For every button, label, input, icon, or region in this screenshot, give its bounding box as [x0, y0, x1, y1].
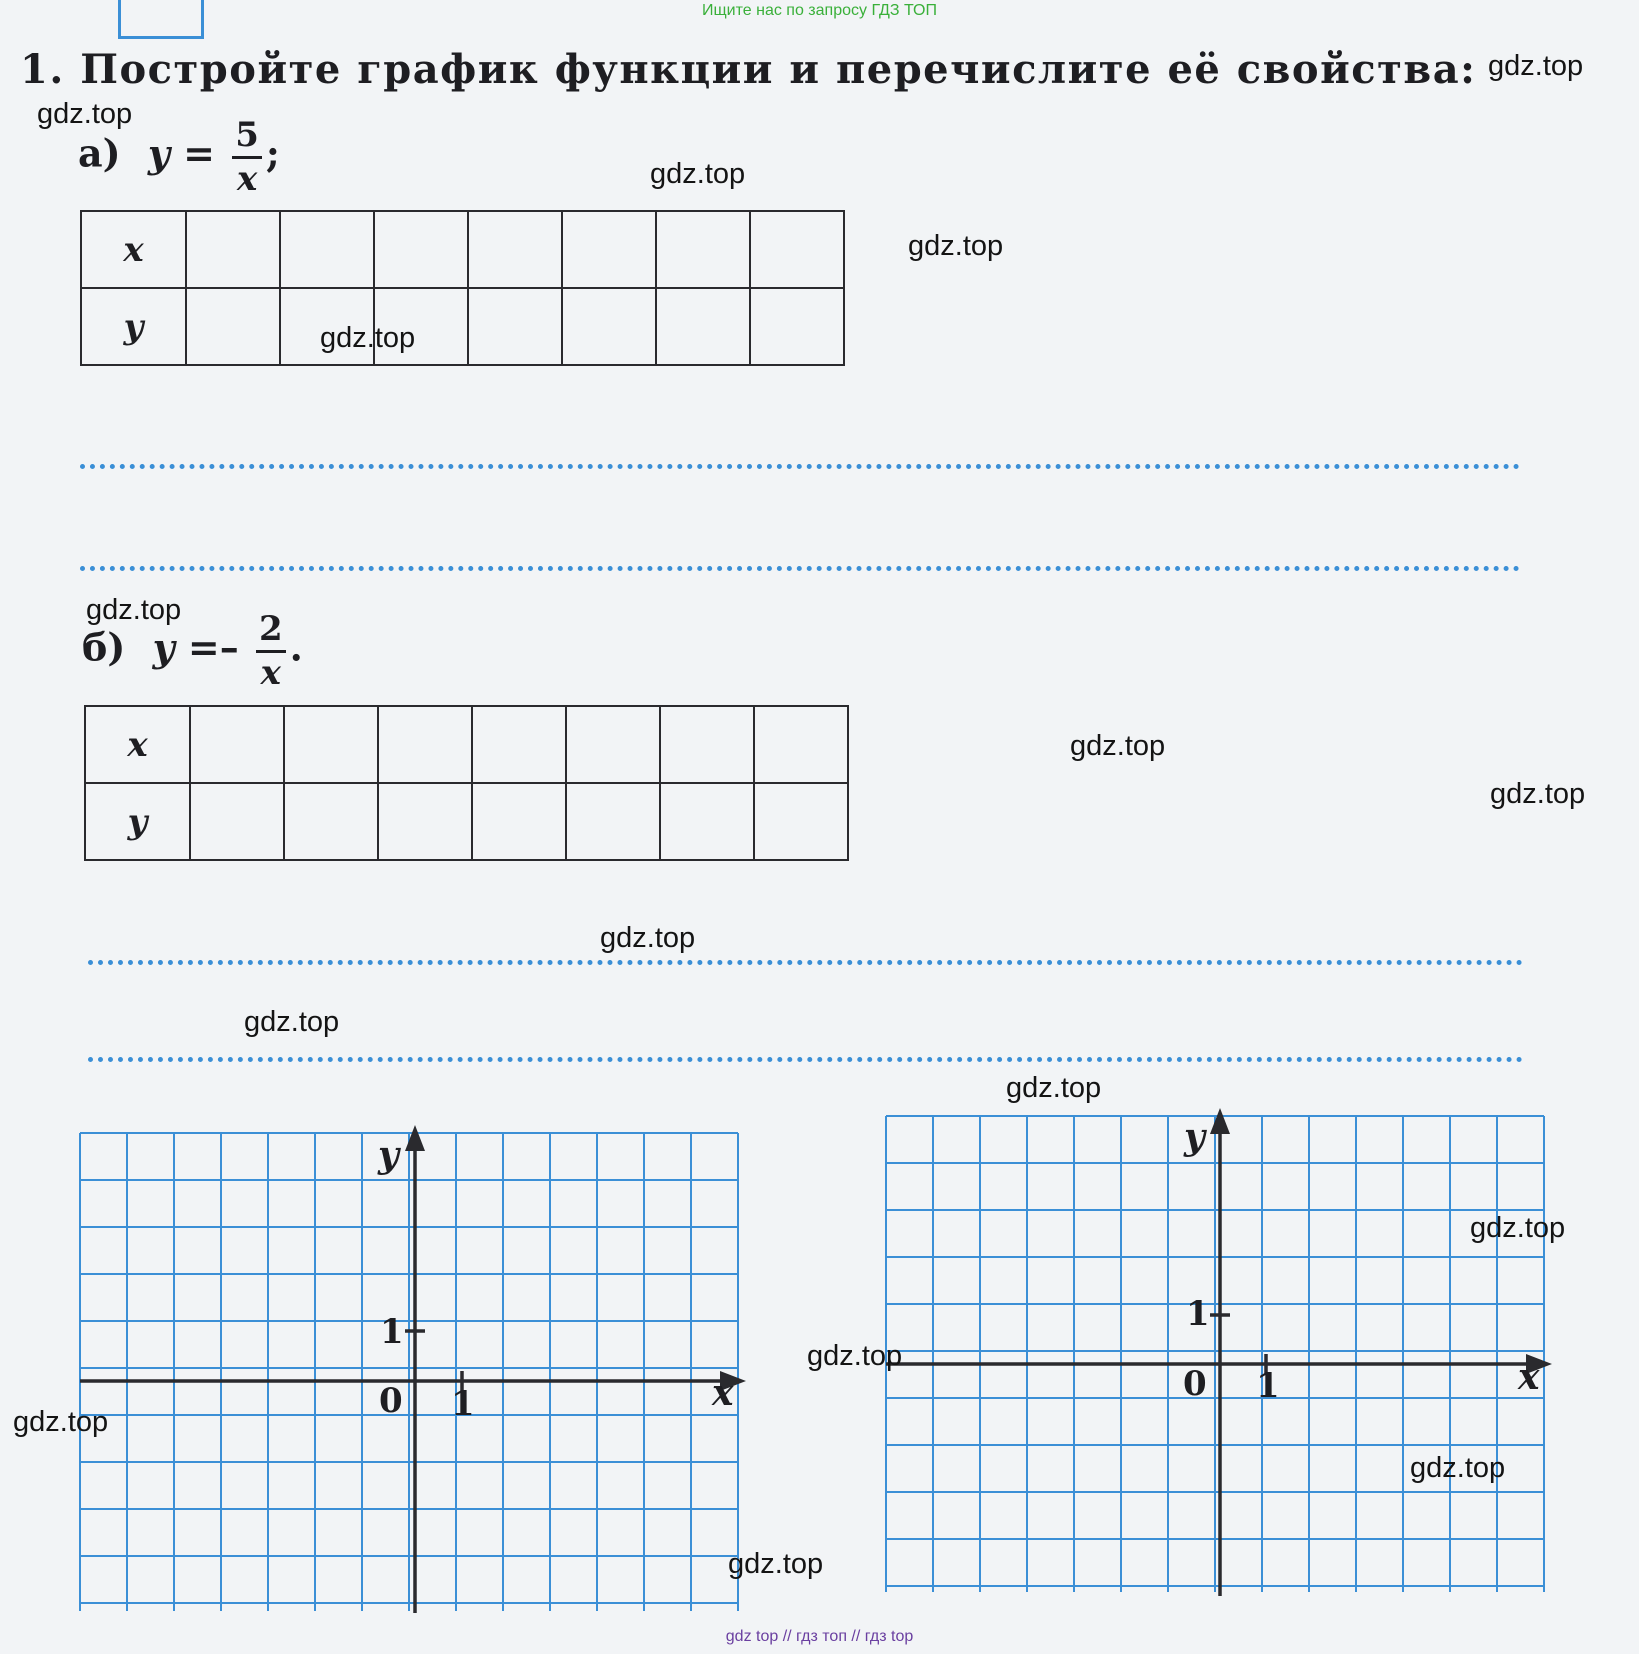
graph-b-x-label: x [1518, 1356, 1540, 1398]
part-a-var: y [147, 130, 170, 176]
part-b-fraction [256, 609, 286, 693]
part-b-var: y [152, 624, 175, 670]
watermark: gdz.top [86, 594, 182, 626]
part-a-eq: = [183, 130, 216, 176]
table-a-x-header: x [81, 211, 186, 288]
graph-b-y-label: y [1184, 1116, 1205, 1158]
y-arrow-icon [1210, 1108, 1230, 1134]
watermark: gdz.top [650, 158, 746, 190]
table-b-row-x [85, 706, 848, 783]
part-a-numerator: 5 [232, 118, 262, 159]
graph-b-origin: 0 [1183, 1364, 1207, 1404]
table-cell[interactable] [660, 783, 754, 860]
graph-b-unit-x: 1 [1256, 1366, 1280, 1406]
table-cell[interactable] [190, 706, 284, 783]
watermark: gdz.top [13, 1406, 109, 1438]
table-cell[interactable] [284, 783, 378, 860]
watermark: gdz.top [1070, 730, 1166, 762]
table-cell[interactable] [378, 783, 472, 860]
table-a-row-x [81, 211, 844, 288]
table-cell[interactable] [468, 288, 562, 365]
graph-a-y-label: y [378, 1134, 399, 1176]
watermark: gdz.top [1490, 778, 1586, 810]
table-cell[interactable] [472, 706, 566, 783]
part-a-end: ; [265, 130, 280, 176]
table-b-x-header: x [85, 706, 190, 783]
part-b-label: б) [82, 624, 126, 670]
table-cell[interactable] [750, 288, 844, 365]
watermark: gdz.top [320, 322, 416, 354]
table-cell[interactable] [562, 211, 656, 288]
table-cell[interactable] [562, 288, 656, 365]
table-cell[interactable] [754, 783, 848, 860]
graph-grid-b[interactable] [876, 1108, 1556, 1598]
watermark: gdz.top [807, 1340, 903, 1372]
axes-a [80, 1139, 732, 1613]
watermark: gdz.top [1470, 1212, 1566, 1244]
graph-grid-a[interactable] [70, 1125, 750, 1615]
table-cell[interactable] [566, 783, 660, 860]
answer-line[interactable] [88, 1057, 1523, 1062]
grid-lines-a [80, 1133, 738, 1611]
graph-a-origin: 0 [379, 1381, 403, 1421]
graph-a-unit-x: 1 [451, 1384, 475, 1424]
watermark: gdz.top [728, 1548, 824, 1580]
task-text: Постройте график функции и перечислите её свойства: [80, 46, 1477, 93]
watermark: gdz.top [600, 922, 696, 954]
watermark: gdz.top [908, 230, 1004, 262]
watermark: gdz.top [1410, 1452, 1506, 1484]
table-cell[interactable] [656, 211, 750, 288]
part-b-denominator: x [260, 653, 281, 693]
axes-b [886, 1122, 1538, 1596]
answer-line[interactable] [88, 960, 1523, 965]
table-cell[interactable] [566, 706, 660, 783]
value-table-b [84, 705, 849, 861]
table-cell[interactable] [472, 783, 566, 860]
table-a-y-header: y [81, 288, 186, 365]
answer-line[interactable] [80, 566, 1520, 571]
table-cell[interactable] [754, 706, 848, 783]
part-a-denominator: x [236, 159, 258, 199]
table-b-row-y [85, 783, 848, 860]
header-note: Ищите нас по запросу ГДЗ ТОП [702, 2, 937, 19]
table-b-y-header: y [85, 783, 190, 860]
task-number: 1. [20, 46, 65, 93]
table-cell[interactable] [190, 783, 284, 860]
table-cell[interactable] [284, 706, 378, 783]
task-heading [20, 46, 1476, 93]
graph-a-unit-y: 1 [380, 1312, 404, 1352]
table-cell[interactable] [660, 706, 754, 783]
graph-a-x-label: x [712, 1372, 734, 1414]
table-cell[interactable] [280, 211, 374, 288]
watermark: gdz.top [37, 98, 133, 130]
table-cell[interactable] [750, 211, 844, 288]
table-a-row-y [81, 288, 844, 365]
part-a-fraction [232, 115, 262, 199]
table-cell[interactable] [468, 211, 562, 288]
table-cell[interactable] [186, 211, 280, 288]
part-b-eq: = [187, 624, 220, 670]
table-cell[interactable] [656, 288, 750, 365]
answer-line[interactable] [80, 464, 1520, 469]
grid-lines-b [886, 1116, 1544, 1592]
graph-b-unit-y: 1 [1186, 1294, 1210, 1334]
watermark: gdz.top [244, 1006, 340, 1038]
part-a-label: а) [78, 130, 121, 176]
table-cell[interactable] [186, 288, 280, 365]
footer-links: gdz top // гдз топ // гдз top [725, 1628, 914, 1645]
table-cell[interactable] [378, 706, 472, 783]
watermark: gdz.top [1488, 50, 1584, 82]
table-cell[interactable] [374, 211, 468, 288]
part-b-numerator: 2 [256, 612, 286, 653]
value-table-a [80, 210, 845, 366]
part-b-end: . [289, 624, 303, 670]
part-b-sign: – [219, 624, 239, 670]
watermark: gdz.top [1006, 1072, 1102, 1104]
